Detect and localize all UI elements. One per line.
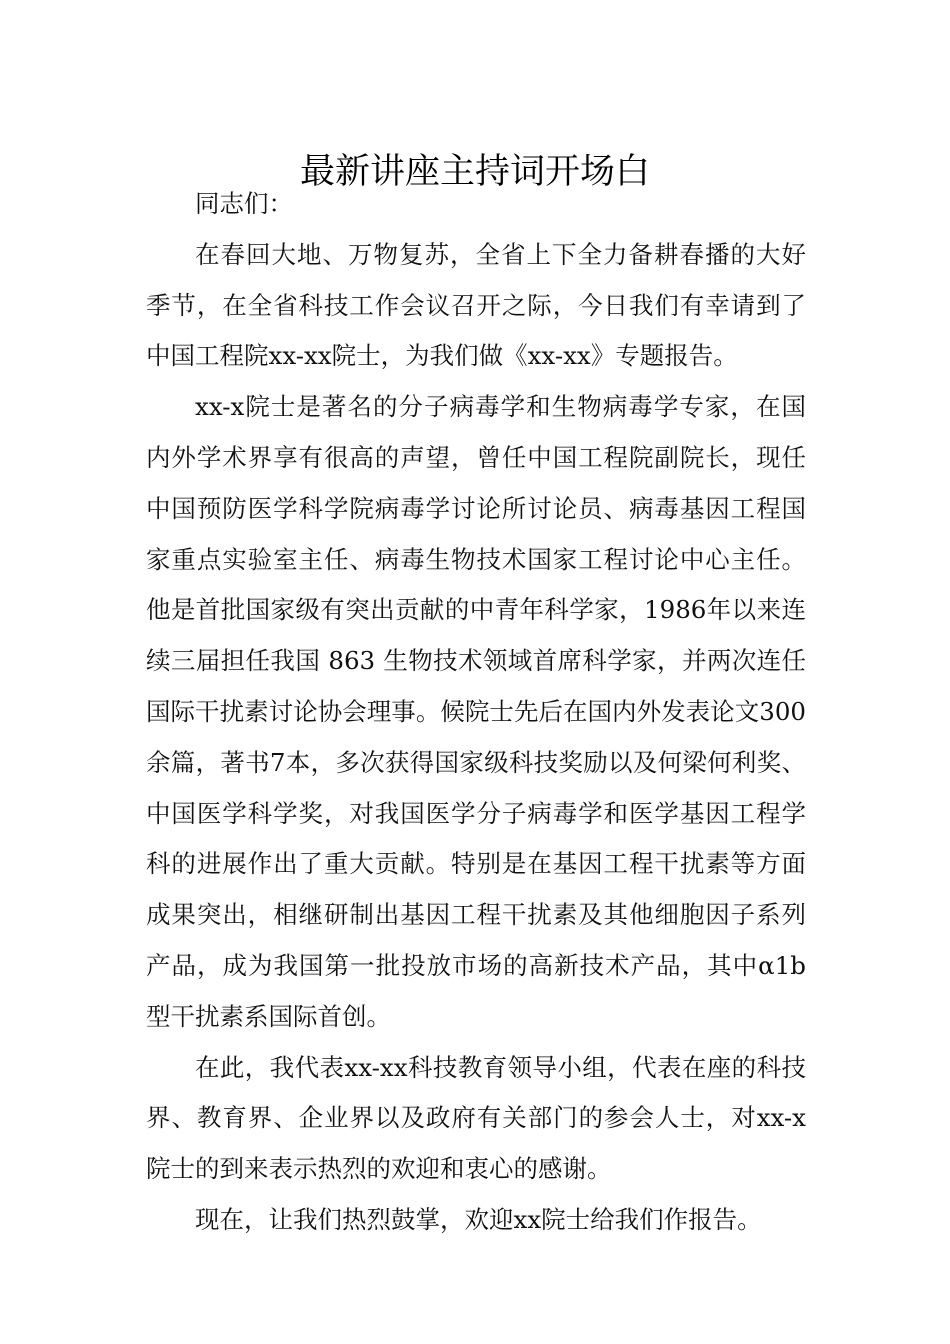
closing-paragraph: 现在，让我们热烈鼓掌，欢迎xx院士给我们作报告。 <box>195 1204 762 1234</box>
opening-paragraph: 在春回大地、万物复苏，全省上下全力备耕春播的大好季节，在全省科技工作会议召开之际，今日我们有幸请到了中国工程院xx-xx院士，为我们做《xx-xx》专题报告。 <box>146 239 806 371</box>
document-title: 最新讲座主持词开场白 <box>299 152 650 193</box>
salutation-paragraph: 同志们： <box>195 189 293 218</box>
document-body <box>146 179 806 1246</box>
welcome-paragraph: 在此，我代表xx-xx科技教育领导小组，代表在座的科技界、教育界、企业界以及政府有关部门的参会人士，对xx-x院士的到来表示热烈的欢迎和衷心的感谢。 <box>146 1052 806 1184</box>
introduction-paragraph: xx-x院士是著名的分子病毒学和生物病毒学专家，在国内外学术界享有很高的声望，曾任中国工程院副院长，现任中国预防医学科学院病毒学讨论所讨论员、病毒基因工程国家重点实验室主任、病毒生物技术国家工程讨论中心主任。他是首批国家级有突出贡献的中青年科学家，1986年以来连续三届担任我国 863 生物技术领域首席科学家，并两次连任国际干扰素讨论协会理事。候院士先后在国内外发表论文300余篇，著书7本，多次获得国家级科技奖励以及何梁何利奖、中国医学科学奖，对我国医学分子病毒学和医学基因工程学科的进展作出了重大贡献。特别是在基因工程干扰素等方面成果突出，相继研制出基因工程干扰素及其他细胞因子系列产品，成为我国第一批投放市场的高新技术产品，其中α1b型干扰素系国际首创。 <box>146 392 806 1031</box>
